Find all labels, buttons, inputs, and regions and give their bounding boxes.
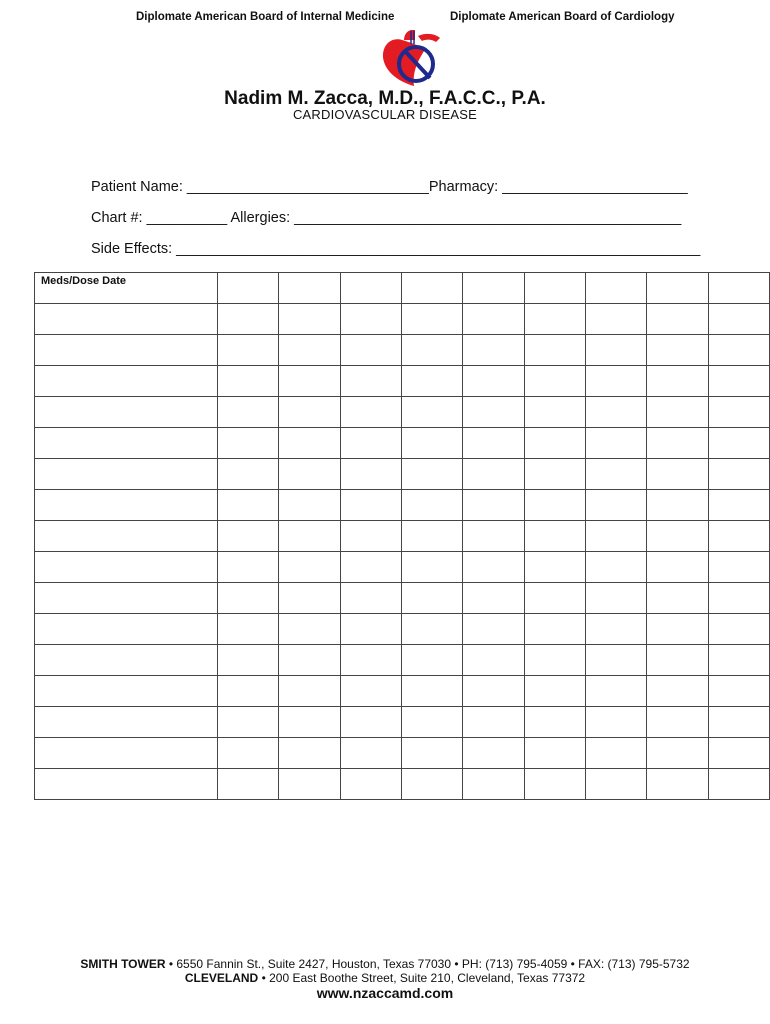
table-row [35,366,770,397]
date-cell[interactable] [647,521,708,552]
date-cell[interactable] [524,490,585,521]
medication-table [34,272,770,800]
date-cell[interactable] [401,738,462,769]
date-cell[interactable] [401,769,462,800]
date-cell[interactable] [524,335,585,366]
date-cell[interactable] [279,521,340,552]
date-cell[interactable] [463,304,524,335]
date-cell[interactable] [340,490,401,521]
date-cell[interactable] [647,676,708,707]
date-cell[interactable] [401,459,462,490]
date-cell[interactable] [585,366,646,397]
table-row [35,521,770,552]
date-cell[interactable] [463,707,524,738]
date-cell[interactable] [524,676,585,707]
date-cell[interactable] [463,583,524,614]
date-cell[interactable] [401,304,462,335]
date-cell[interactable] [585,676,646,707]
date-cell[interactable] [708,428,769,459]
date-cell[interactable] [463,645,524,676]
date-cell[interactable] [647,335,708,366]
date-cell[interactable] [401,583,462,614]
patient-pharmacy-line [91,179,688,195]
date-cell[interactable] [463,614,524,645]
date-cell[interactable] [340,428,401,459]
date-cell[interactable] [217,366,278,397]
date-cell[interactable] [279,366,340,397]
date-cell[interactable] [340,304,401,335]
meds-dose-cell[interactable] [35,459,218,490]
date-cell[interactable] [217,521,278,552]
date-cell[interactable] [401,335,462,366]
heart-logo-icon [378,26,444,88]
allergies-label: Allergies: [227,210,295,226]
date-cell[interactable] [524,552,585,583]
meds-dose-cell[interactable] [35,676,218,707]
date-cell[interactable] [708,490,769,521]
table-row [35,335,770,366]
date-cell[interactable] [463,459,524,490]
date-cell[interactable] [217,335,278,366]
date-cell[interactable] [524,366,585,397]
side-effects-field[interactable]: _________________________________________________________________ [176,241,701,257]
date-cell[interactable] [708,676,769,707]
date-cell[interactable] [585,769,646,800]
credential-cardiology: Diplomate American Board of Cardiology [450,11,675,23]
date-cell[interactable] [524,738,585,769]
date-cell[interactable] [524,707,585,738]
meds-dose-cell[interactable] [35,707,218,738]
meds-dose-cell[interactable] [35,397,218,428]
date-cell[interactable] [708,614,769,645]
date-cell[interactable] [708,738,769,769]
date-cell[interactable] [524,521,585,552]
date-cell[interactable] [340,645,401,676]
footer-website-link[interactable]: www.nzaccamd.com [316,985,454,1001]
date-cell[interactable] [463,335,524,366]
date-cell[interactable] [463,769,524,800]
meds-dose-cell[interactable] [35,769,218,800]
date-cell[interactable] [217,645,278,676]
date-cell[interactable] [340,521,401,552]
date-cell[interactable] [647,645,708,676]
table-row [35,428,770,459]
date-cell[interactable] [340,769,401,800]
date-cell[interactable] [463,490,524,521]
date-cell[interactable] [340,397,401,428]
date-cell[interactable] [340,707,401,738]
date-cell[interactable] [217,490,278,521]
meds-dose-date-header: Meds/Dose Date [35,273,218,304]
date-cell[interactable] [585,738,646,769]
pharmacy-label: Pharmacy: [428,179,503,195]
date-cell[interactable] [708,769,769,800]
table-header-row [35,273,770,304]
date-cell[interactable] [647,738,708,769]
date-cell[interactable] [340,738,401,769]
date-cell[interactable] [524,428,585,459]
date-cell[interactable] [401,273,462,304]
date-cell[interactable] [279,459,340,490]
patient-name-field[interactable]: ______________________________ [186,179,429,195]
date-cell[interactable] [279,583,340,614]
table-row [35,676,770,707]
date-cell[interactable] [463,397,524,428]
date-cell[interactable] [708,521,769,552]
date-cell[interactable] [217,738,278,769]
date-cell[interactable] [217,614,278,645]
date-cell[interactable] [279,552,340,583]
chart-number-label: Chart #: [91,210,147,226]
footer-cleveland-details: • 200 East Boothe Street, Suite 210, Cleveland, Texas 77372 [258,971,586,985]
date-cell[interactable] [279,273,340,304]
footer-houston-details: • 6550 Fannin St., Suite 2427, Houston, Texas 77030 • PH: (713) 795-4059 • FAX: (713) 795-5732 [165,957,690,971]
date-cell[interactable] [279,769,340,800]
date-cell[interactable] [279,738,340,769]
meds-dose-cell[interactable] [35,645,218,676]
date-cell[interactable] [647,304,708,335]
table-row [35,769,770,800]
date-cell[interactable] [401,645,462,676]
date-cell[interactable] [217,459,278,490]
side-effects-line [91,241,700,257]
date-cell[interactable] [708,583,769,614]
table-row [35,459,770,490]
date-cell[interactable] [279,614,340,645]
date-cell[interactable] [585,490,646,521]
date-cell[interactable] [647,490,708,521]
date-cell[interactable] [463,738,524,769]
date-cell[interactable] [217,273,278,304]
table-row [35,583,770,614]
table-row [35,738,770,769]
date-cell[interactable] [708,645,769,676]
date-cell[interactable] [401,428,462,459]
table-row [35,304,770,335]
date-cell[interactable] [647,273,708,304]
specialty: CARDIOVASCULAR DISEASE [292,107,478,122]
date-cell[interactable] [708,707,769,738]
date-cell[interactable] [401,614,462,645]
meds-dose-cell[interactable] [35,304,218,335]
date-cell[interactable] [585,397,646,428]
date-cell[interactable] [585,707,646,738]
date-cell[interactable] [585,614,646,645]
date-cell[interactable] [585,304,646,335]
date-cell[interactable] [340,459,401,490]
date-cell[interactable] [647,614,708,645]
date-cell[interactable] [217,769,278,800]
date-cell[interactable] [340,552,401,583]
date-cell[interactable] [708,366,769,397]
footer-cleveland-address [0,971,770,985]
date-cell[interactable] [279,676,340,707]
date-cell[interactable] [217,304,278,335]
date-cell[interactable] [463,366,524,397]
meds-dose-cell[interactable] [35,335,218,366]
date-cell[interactable] [401,490,462,521]
date-cell[interactable] [647,552,708,583]
date-cell[interactable] [217,707,278,738]
meds-dose-cell[interactable] [35,428,218,459]
date-cell[interactable] [340,614,401,645]
date-cell[interactable] [708,459,769,490]
date-cell[interactable] [279,645,340,676]
date-cell[interactable] [401,397,462,428]
credential-internal-medicine: Diplomate American Board of Internal Medicine [136,11,395,23]
date-cell[interactable] [279,304,340,335]
date-cell[interactable] [217,676,278,707]
table-row [35,707,770,738]
date-cell[interactable] [647,459,708,490]
date-cell[interactable] [585,645,646,676]
meds-dose-cell[interactable] [35,738,218,769]
table-row [35,614,770,645]
date-cell[interactable] [708,335,769,366]
date-cell[interactable] [647,428,708,459]
date-cell[interactable] [585,552,646,583]
date-cell[interactable] [463,273,524,304]
date-cell[interactable] [217,552,278,583]
date-cell[interactable] [279,490,340,521]
date-cell[interactable] [401,552,462,583]
date-cell[interactable] [217,583,278,614]
date-cell[interactable] [279,397,340,428]
date-cell[interactable] [647,707,708,738]
footer-cleveland: CLEVELAND [184,971,259,985]
date-cell[interactable] [401,521,462,552]
table-row [35,552,770,583]
date-cell[interactable] [524,614,585,645]
date-cell[interactable] [279,428,340,459]
date-cell[interactable] [647,366,708,397]
pharmacy-field[interactable]: _______________________ [502,179,688,195]
date-cell[interactable] [708,304,769,335]
date-cell[interactable] [463,552,524,583]
date-cell[interactable] [524,769,585,800]
date-cell[interactable] [340,273,401,304]
footer-houston-address [0,957,770,971]
date-cell[interactable] [401,707,462,738]
date-cell[interactable] [401,676,462,707]
date-cell[interactable] [585,459,646,490]
date-cell[interactable] [340,583,401,614]
date-cell[interactable] [401,366,462,397]
meds-dose-cell[interactable] [35,552,218,583]
table-row [35,490,770,521]
date-cell[interactable] [340,335,401,366]
table-row [35,397,770,428]
meds-dose-cell[interactable] [35,490,218,521]
date-cell[interactable] [217,428,278,459]
date-cell[interactable] [524,397,585,428]
date-cell[interactable] [463,521,524,552]
meds-dose-cell[interactable] [35,614,218,645]
date-cell[interactable] [708,552,769,583]
date-cell[interactable] [585,583,646,614]
physician-name: Nadim M. Zacca, M.D., F.A.C.C., P.A. [224,88,546,109]
side-effects-label: Side Effects: [91,241,177,257]
date-cell[interactable] [585,335,646,366]
date-cell[interactable] [585,428,646,459]
date-cell[interactable] [524,583,585,614]
date-cell[interactable] [708,397,769,428]
meds-dose-cell[interactable] [35,583,218,614]
date-cell[interactable] [279,707,340,738]
date-cell[interactable] [585,273,646,304]
date-cell[interactable] [647,583,708,614]
meds-dose-cell[interactable] [35,366,218,397]
date-cell[interactable] [463,676,524,707]
meds-dose-cell[interactable] [35,521,218,552]
date-cell[interactable] [463,428,524,459]
patient-name-label: Patient Name: [91,179,187,195]
date-cell[interactable] [524,304,585,335]
date-cell[interactable] [524,459,585,490]
table-row [35,645,770,676]
date-cell[interactable] [647,769,708,800]
date-cell[interactable] [524,645,585,676]
chart-number-field[interactable]: __________ [146,210,228,226]
date-cell[interactable] [340,676,401,707]
date-cell[interactable] [708,273,769,304]
footer-smith-tower: SMITH TOWER [80,957,166,971]
date-cell[interactable] [585,521,646,552]
allergies-field[interactable]: ________________________________________________ [294,210,682,226]
date-cell[interactable] [524,273,585,304]
date-cell[interactable] [217,397,278,428]
chart-allergies-line [91,210,681,226]
date-cell[interactable] [647,397,708,428]
date-cell[interactable] [340,366,401,397]
date-cell[interactable] [279,335,340,366]
